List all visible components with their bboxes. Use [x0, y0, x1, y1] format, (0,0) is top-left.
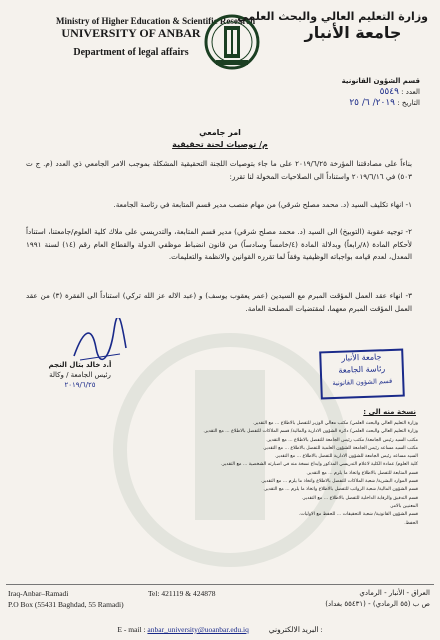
reference-block — [342, 76, 420, 109]
signatory-name: أ.د خالد بتال النجم — [48, 361, 112, 369]
email-label: E - mail : — [117, 625, 146, 634]
list-item: قسم التدقيق والرقابة الداخلية للتفضل بالاطلاع ... مع التقدير. — [301, 495, 418, 501]
list-item: الحفظ. — [404, 520, 418, 526]
legal-department-label: قسم الشؤون القانونية — [341, 77, 420, 85]
signatory-position: رئيس الجامعة / وكالة — [49, 371, 111, 379]
email-link[interactable]: anbar_university@uoanbar.edu.iq — [147, 625, 249, 634]
list-item: قسم الموارد البشرية/ شعبة الملاكات للتفضل بالاطلاع واتخاذ ما يلزم ... مع التقدير. — [260, 479, 418, 485]
list-item: قسم المتابعة للتفضل بالاطلاع واتخاذ ما يلزم ... مع التقدير. — [306, 470, 418, 476]
footer-address-ar: العراق - الأنبار - الرمادي — [359, 589, 430, 597]
department-name-en: Department of legal affairs — [73, 47, 189, 58]
footer-divider — [6, 584, 434, 585]
reference-date-row — [342, 98, 420, 109]
list-item: قسم الشؤون المالية/ شعبة الرواتب للتفضل بالاطلاع واتخاذ ما يلزم ... مع التقدير. — [263, 487, 418, 493]
copies-list — [22, 420, 418, 528]
order-item-1: ١- انهاء تكليف السيد (د. محمد مصلح شرقي) من مهام منصب مدير قسم المتابعة في رئاسة الجامعة. — [113, 200, 412, 209]
signatory-date: ٢٠١٩/٦/٢٥ — [64, 381, 96, 389]
date-label: التاريخ : — [397, 99, 420, 107]
footer-email-row — [0, 625, 440, 634]
university-name-ar: جامعة الأنبار — [304, 23, 402, 42]
order-subject: م/ توصيات لجنة تحقيقية — [172, 140, 268, 149]
list-item: السيد مساعد رئيس الجامعة للشؤون الادارية للتفضل بالاطلاع ... مع التقدير. — [274, 454, 418, 460]
footer-pobox-en: P.O Box (55431 Baghdad, 55 Ramadi) — [8, 600, 124, 609]
reference-number: ٥٥٤٩ — [379, 87, 399, 97]
order-item-2: ٢- توجيه عقوبة (التوبيخ) الى السيد (د. محمد مصلح شرقي) مدير قسم المتابعة، والتدريسي على ملاك كلية العلوم/جامعتنا، استناداً لأحكام المادة (٨/رابعاً) وبدلالة المادة (٤/خامساً وسادساً) من قانون انضباط موظفي الدولة والقطاع العام رقم (١٤) لسنة ١٩٩١ المعدل، لعدم قيامه بواجباته الوظيفية وفقاً لما تقرره القوانين والانظمة والتعليمات. — [26, 227, 412, 261]
list-item: المعنيين بالامر. — [389, 503, 418, 509]
footer-telephone: Tel: 421119 & 424878 — [148, 589, 216, 598]
number-label: العدد : — [401, 88, 420, 96]
list-item: مكتب السيد رئيس الجامعة/ مكتب رئيس الجامعة للتفضل بالاطلاع ... مع التقدير. — [266, 437, 418, 443]
footer-address-en: Iraq-Anbar–Ramadi — [8, 589, 69, 598]
official-stamp — [319, 349, 405, 400]
reference-number-row — [342, 87, 420, 98]
university-name-en: UNIVERSITY OF ANBAR — [61, 26, 201, 40]
email-label-ar: البريد الالكتروني : — [268, 625, 323, 634]
ministry-name-ar: وزارة التعليم العالي والبحث العلمي — [237, 10, 428, 23]
ministry-name-en: Ministry of Higher Education & Scientific Research — [56, 16, 256, 26]
order-item-3: ٣- انهاء عقد العمل المؤقت المبرم مع السيدين (عمر يعقوب يوسف) و (عبد الاله عز الله تركي) استناداً الى الفقرة (٣) من عقد العمل المؤقت المبرم معهما، لمقتضيات المصلحة العامة. — [26, 291, 412, 313]
reference-date: ٢٠١٩/ ٦/ ٢٥ — [349, 98, 395, 108]
footer-pobox-ar: ص ب (٥٥ الرمادي) - (٥٥٤٣١ بغداد) — [325, 600, 430, 608]
stamp-line-2: رئاسة الجامعة — [338, 364, 386, 375]
signatory-block — [40, 360, 120, 390]
stamp-line-3: قسم الشؤون القانونية — [332, 376, 393, 388]
order-title: امر جامعي — [199, 128, 241, 137]
stamp-line-1: جامعة الأنبار — [341, 352, 382, 363]
copies-heading: نسخة منه الى : — [363, 408, 416, 416]
footer-arabic — [325, 588, 430, 610]
list-item: قسم الشؤون القانونية/ شعبة التحقيقات ... للحفظ مع الاوليات. — [298, 512, 418, 518]
list-item: وزارة التعليم العالي والبحث العلمي/ دائرة الشؤون الادارية والمالية/ قسم الملاكات للتفضل بالاطلاع ... مع التقدير. — [203, 429, 418, 435]
list-item: مكتب السيد مساعد رئيس الجامعة للشؤون العلمية للتفضل بالاطلاع ... مع التقدير. — [262, 445, 418, 451]
arabic-letterhead — [237, 10, 428, 42]
handwritten-signature-icon — [70, 318, 130, 364]
english-letterhead — [56, 16, 256, 58]
order-intro: بناءاً على مصادقتنا المؤرخة ٢٠١٩/٦/٢٥ على ما جاء بتوصيات اللجنة التحقيقية المشكلة بموجب الامر الجامعي ذي العدد (م. ج ت ٥٠٣) في ٢٠١٩/٦/١٦ واستناداً الى الصلاحيات المخولة لنا تقرر: — [26, 159, 412, 181]
list-item: كلية العلوم/ عمادة الكلية لاعلام التدريسي المذكور وايداع نسخة منه في اضبارته الشخصية ... مع التقدير. — [220, 462, 418, 468]
list-item: وزارة التعليم العالي والبحث العلمي/ مكتب معالي الوزير للتفضل بالاطلاع ... مع التقدير. — [253, 421, 418, 426]
footer-english — [8, 588, 216, 610]
